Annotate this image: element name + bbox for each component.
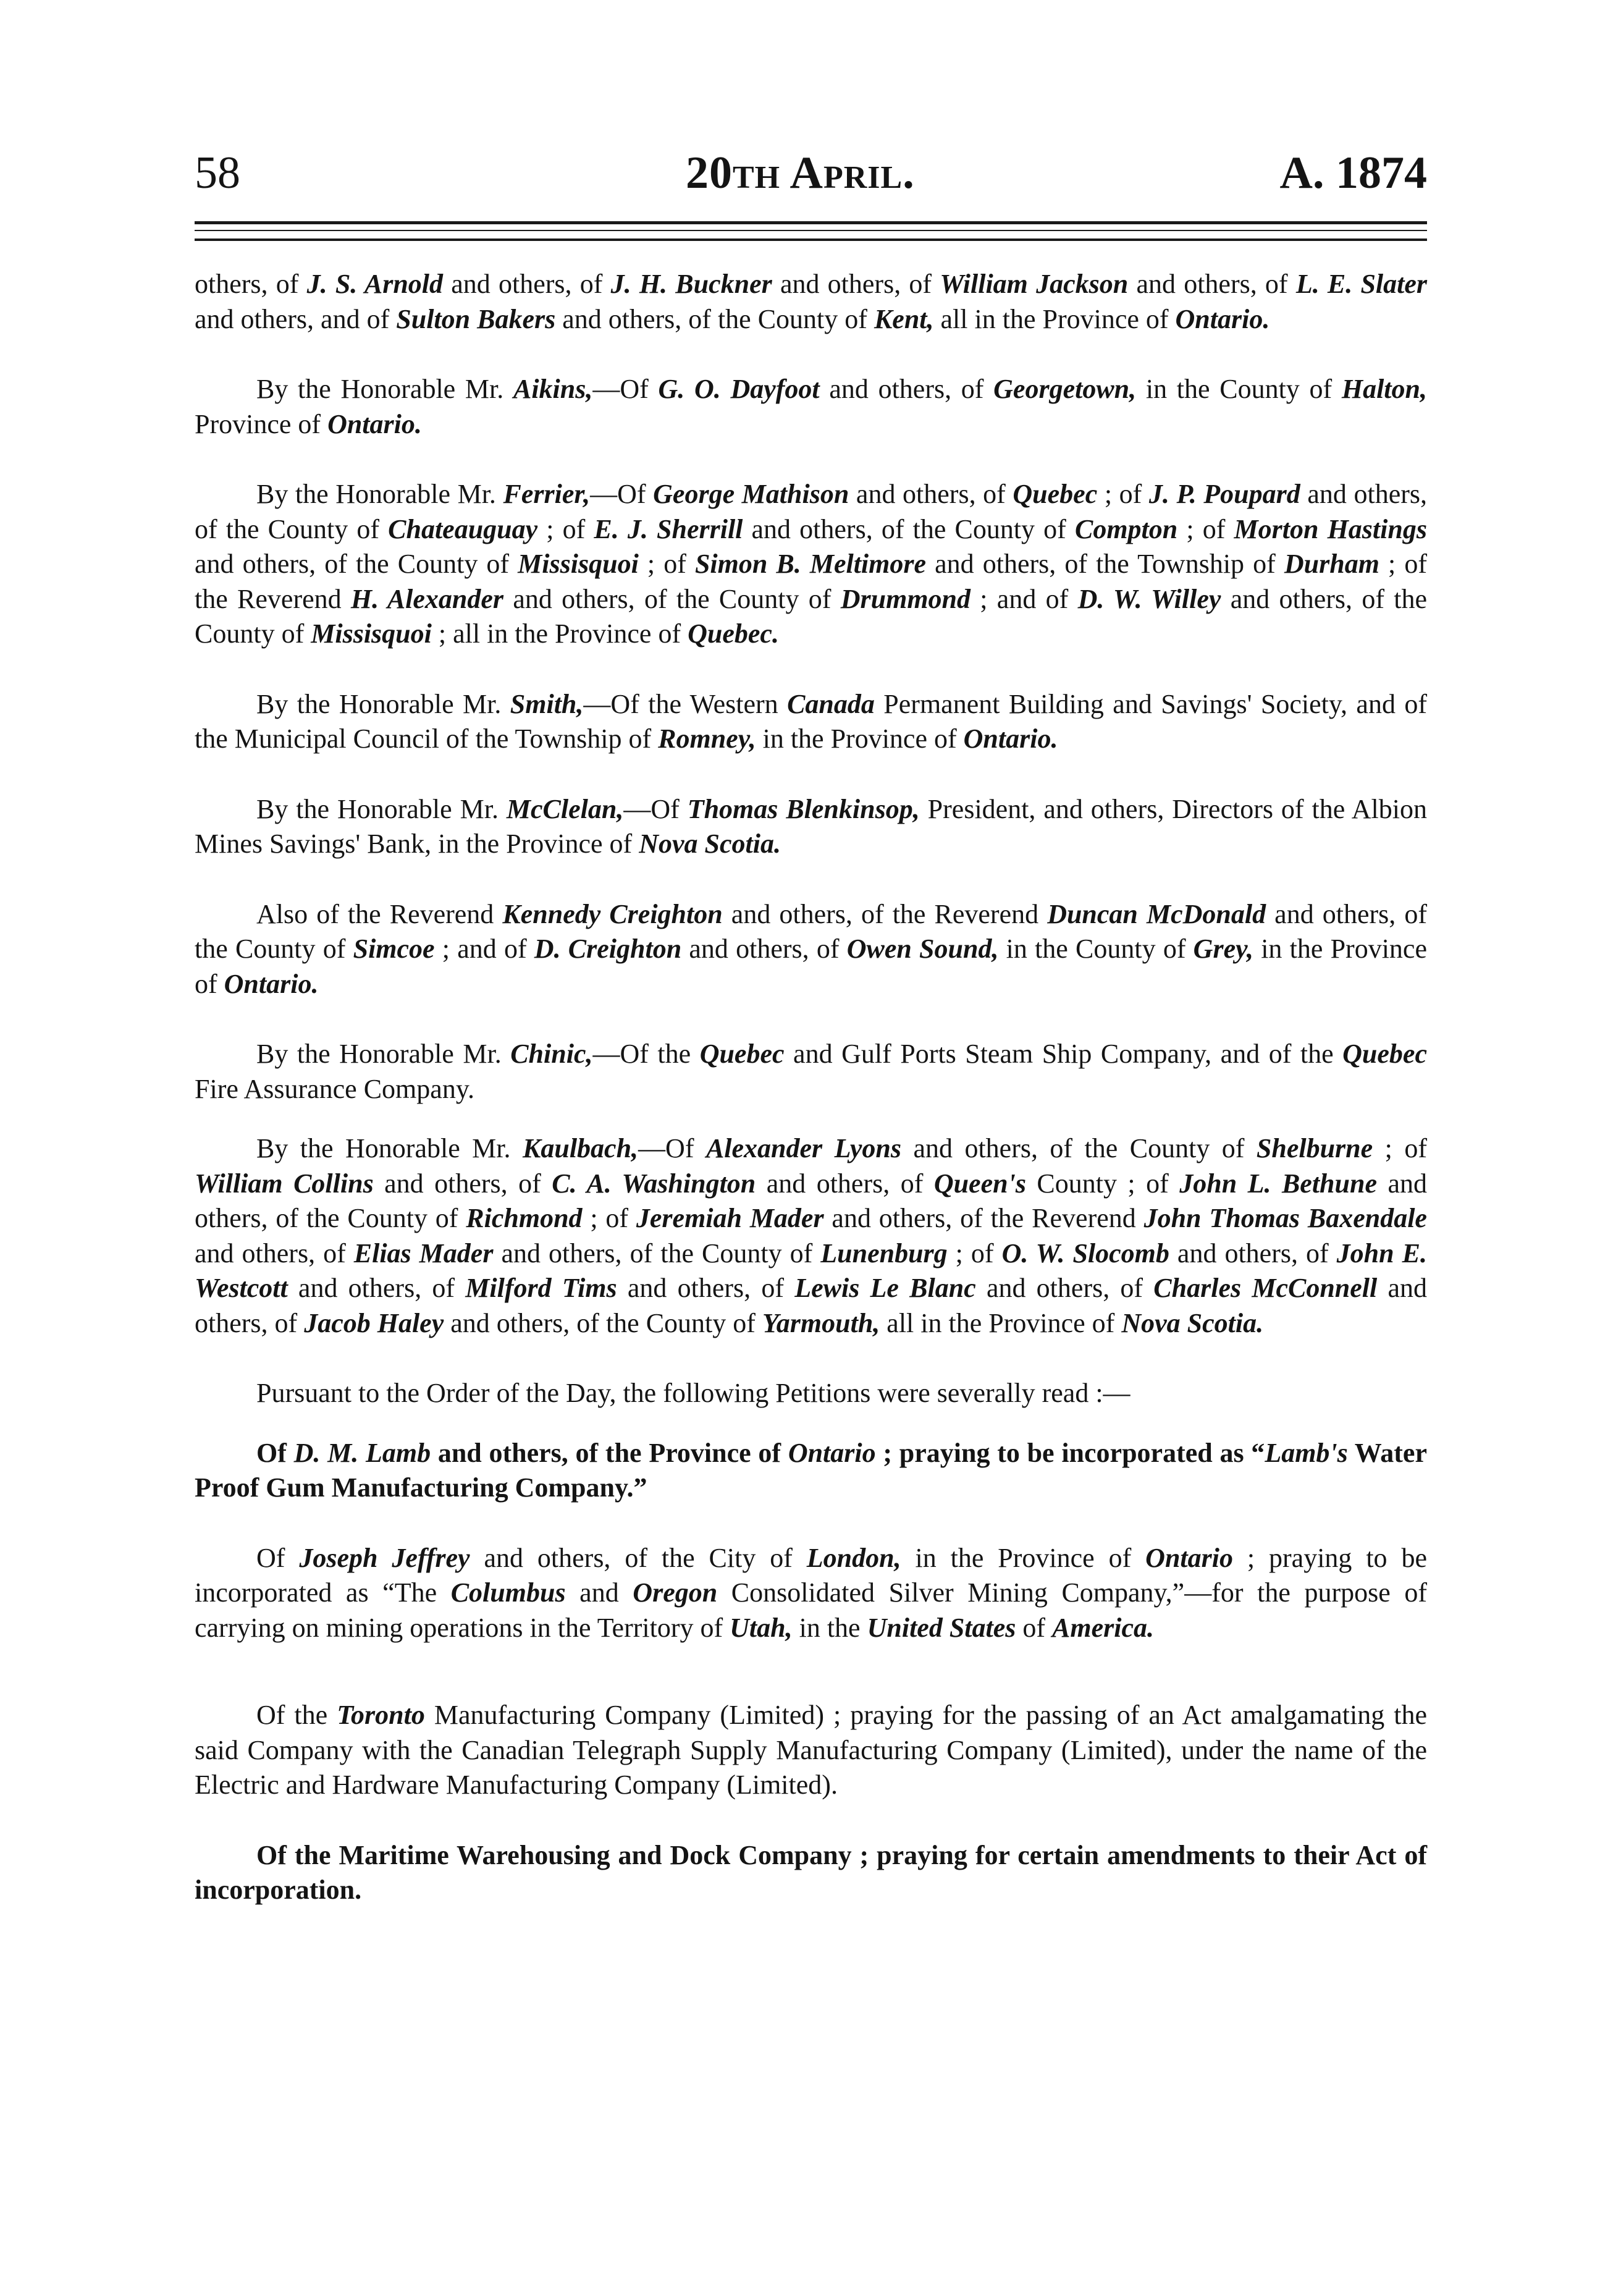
proper-name: Sulton Bakers xyxy=(396,303,556,334)
proper-name: Chateauguay xyxy=(388,513,538,544)
proper-name: Ferrier, xyxy=(503,479,591,509)
proper-name: Aikins, xyxy=(513,374,593,404)
paragraph: Of the Maritime Warehousing and Dock Company ; praying for certain amendments to their Act of incorporation. xyxy=(195,1839,1427,1905)
header-rule xyxy=(195,221,1427,224)
proper-name: Thomas Blenkinsop, xyxy=(687,793,920,824)
proper-name: Missisquoi xyxy=(518,549,639,579)
header-rule xyxy=(195,238,1427,241)
paragraph: Pursuant to the Order of the Day, the following Petitions were severally read :— xyxy=(256,1378,1130,1408)
page-year: A. 1874 xyxy=(1279,148,1427,198)
proper-name: Quebec xyxy=(699,1039,785,1069)
proper-name: L. E. Slater xyxy=(1295,269,1428,299)
proper-name: Morton Hastings xyxy=(1234,513,1427,544)
proper-name: O. W. Slocomb xyxy=(1001,1238,1169,1268)
proper-name: Lamb's xyxy=(1265,1437,1348,1468)
proper-name: Simcoe xyxy=(353,934,435,964)
proper-name: Quebec. xyxy=(688,618,779,649)
proper-name: Kaulbach, xyxy=(523,1133,639,1163)
proper-name: America. xyxy=(1052,1612,1155,1643)
proper-name: John E. Westcott xyxy=(195,1238,1427,1303)
proper-name: William Collins xyxy=(195,1168,374,1199)
proper-name: E. J. Sherrill xyxy=(594,513,743,544)
paragraph: Also of the Reverend Kennedy Creighton and others, of the Reverend Duncan McDonald and others, of the County of Simcoe ; and of D. Creighton and others, of Owen Sound, in the County of Grey, in the Province of Ontario. xyxy=(195,898,1427,999)
proper-name: John L. Bethune xyxy=(1179,1168,1377,1199)
header-rule xyxy=(195,230,1427,231)
proper-name: D. W. Willey xyxy=(1077,583,1221,614)
proper-name: Ontario xyxy=(1145,1542,1233,1573)
proper-name: Jacob Haley xyxy=(304,1307,444,1338)
proper-name: Drummond xyxy=(840,583,971,614)
proper-name: Durham xyxy=(1284,549,1379,579)
proper-name: Duncan McDonald xyxy=(1047,898,1266,929)
proper-name: Queen's xyxy=(933,1168,1026,1199)
proper-name: D. Creighton xyxy=(534,934,682,964)
proper-name: Ontario xyxy=(788,1437,876,1468)
proper-name: Elias Mader xyxy=(353,1238,494,1268)
proper-name: Romney, xyxy=(658,724,756,754)
paragraph: By the Honorable Mr. Chinic,—Of the Quebec and Gulf Ports Steam Ship Company, and of the Quebec Fire Assurance Company. xyxy=(195,1039,1427,1104)
proper-name: J. H. Buckner xyxy=(610,269,772,299)
paragraph: By the Honorable Mr. Ferrier,—Of George Mathison and others, of Quebec ; of J. P. Poupard and others, of the County of Chateauguay ; of E. J. Sherrill and others, of the County of Compton ; of Morton Hastings and others, of the County of Missisquoi ; of Simon B. Meltimore and others, of the Township of Durham ; of the Reverend H. Alexander and others, of the County of Drummond ; and of D. W. Willey and others, of the County of Missisquoi ; all in the Province of Quebec. xyxy=(195,479,1428,649)
proper-name: Simon B. Meltimore xyxy=(694,549,927,579)
proper-name: Joseph Jeffrey xyxy=(299,1542,470,1573)
proper-name: Oregon xyxy=(633,1577,718,1608)
proper-name: Halton, xyxy=(1341,374,1428,404)
proper-name: London, xyxy=(806,1542,901,1573)
proper-name: Quebec xyxy=(1013,479,1098,509)
paragraph: By the Honorable Mr. Smith,—Of the Western Canada Permanent Building and Savings' Society, and of the Municipal Council of the Township of Romney, in the Province of Ontario. xyxy=(195,688,1428,754)
proper-name: Canada xyxy=(787,688,875,719)
proper-name: Nova Scotia. xyxy=(639,829,781,859)
proper-name: United States xyxy=(867,1612,1016,1643)
paragraph: By the Honorable Mr. McClelan,—Of Thomas Blenkinsop, President, and others, Directors of the Albion Mines Savings' Bank, in the Province of Nova Scotia. xyxy=(195,793,1427,859)
proper-name: Toronto xyxy=(337,1700,425,1730)
proper-name: H. Alexander xyxy=(350,583,504,614)
proper-name: Smith, xyxy=(510,688,584,719)
proper-name: McClelan, xyxy=(506,793,624,824)
paragraph: Of the Toronto Manufacturing Company (Limited) ; praying for the passing of an Act amalgamating the said Company with the Canadian Telegraph Supply Manufacturing Company (Limited), under the name of the Electric and Hardware Manufacturing Company (Limited). xyxy=(195,1700,1427,1800)
paragraph: By the Honorable Mr. Kaulbach,—Of Alexander Lyons and others, of the County of Shelburne ; of William Collins and others, of C. A. Washington and others, of Queen's County ; of John L. Bethune and others, of the County of Richmond ; of Jeremiah Mader and others, of the Reverend John Thomas Baxendale and others, of Elias Mader and others, of the County of Lunenburg ; of O. W. Slocomb and others, of John E. Westcott and others, of Milford Tims and others, of Lewis Le Blanc and others, of Charles McConnell and others, of Jacob Haley and others, of the County of Yarmouth, all in the Province of Nova Scotia. xyxy=(195,1133,1427,1338)
proper-name: Missisquoi xyxy=(311,618,432,649)
proper-name: Quebec xyxy=(1342,1039,1427,1069)
page-header xyxy=(195,142,1427,216)
proper-name: Kennedy Creighton xyxy=(502,898,723,929)
proper-name: Ontario. xyxy=(327,408,422,439)
proper-name: Kent, xyxy=(874,303,934,334)
proper-name: Richmond xyxy=(466,1203,583,1233)
proper-name: Chinic, xyxy=(510,1039,593,1069)
proper-name: Ontario. xyxy=(224,968,319,999)
proper-name: Yarmouth, xyxy=(762,1307,880,1338)
proper-name: Columbus xyxy=(450,1577,566,1608)
proper-name: George Mathison xyxy=(653,479,849,509)
paragraph: others, of J. S. Arnold and others, of J. H. Buckner and others, of William Jackson and others, of L. E. Slater and others, and of Sulton Bakers and others, of the County of Kent, all in the Province of Ontario. xyxy=(195,269,1428,334)
page-date: 20th April. xyxy=(686,148,915,198)
proper-name: Georgetown, xyxy=(993,374,1137,404)
proper-name: Ontario. xyxy=(1175,303,1270,334)
page-number: 58 xyxy=(195,148,240,198)
proper-name: Ontario. xyxy=(963,724,1058,754)
proper-name: J. P. Poupard xyxy=(1148,479,1300,509)
proper-name: Charles McConnell xyxy=(1153,1273,1378,1303)
proper-name: Owen Sound, xyxy=(846,934,999,964)
proper-name: John Thomas Baxendale xyxy=(1143,1203,1427,1233)
proper-name: Jeremiah Mader xyxy=(636,1203,824,1233)
paragraph: Of Joseph Jeffrey and others, of the City of London, in the Province of Ontario ; praying to be incorporated as “The Columbus and Oregon Consolidated Silver Mining Company,”—for the purpose of carrying on mining operations in the Territory of Utah, in the United States of America. xyxy=(195,1542,1427,1643)
proper-name: Lewis Le Blanc xyxy=(794,1273,976,1303)
proper-name: G. O. Dayfoot xyxy=(658,374,820,404)
proper-name: Shelburne xyxy=(1256,1133,1373,1163)
document-body xyxy=(195,267,1427,1943)
paragraph: Of D. M. Lamb and others, of the Province of Ontario ; praying to be incorporated as “Lamb's Water Proof Gum Manufacturing Company.” xyxy=(195,1437,1427,1503)
proper-name: C. A. Washington xyxy=(552,1168,756,1199)
proper-name: Lunenburg xyxy=(820,1238,948,1268)
proper-name: J. S. Arnold xyxy=(306,269,444,299)
paragraph: By the Honorable Mr. Aikins,—Of G. O. Dayfoot and others, of Georgetown, in the County of Halton, Province of Ontario. xyxy=(195,374,1428,439)
proper-name: Alexander Lyons xyxy=(705,1133,901,1163)
proper-name: Utah, xyxy=(730,1612,793,1643)
proper-name: D. M. Lamb xyxy=(293,1437,431,1468)
proper-name: Milford Tims xyxy=(465,1273,617,1303)
proper-name: Grey, xyxy=(1193,934,1253,964)
proper-name: Nova Scotia. xyxy=(1121,1307,1264,1338)
proper-name: William Jackson xyxy=(940,269,1129,299)
proper-name: Compton xyxy=(1074,513,1178,544)
